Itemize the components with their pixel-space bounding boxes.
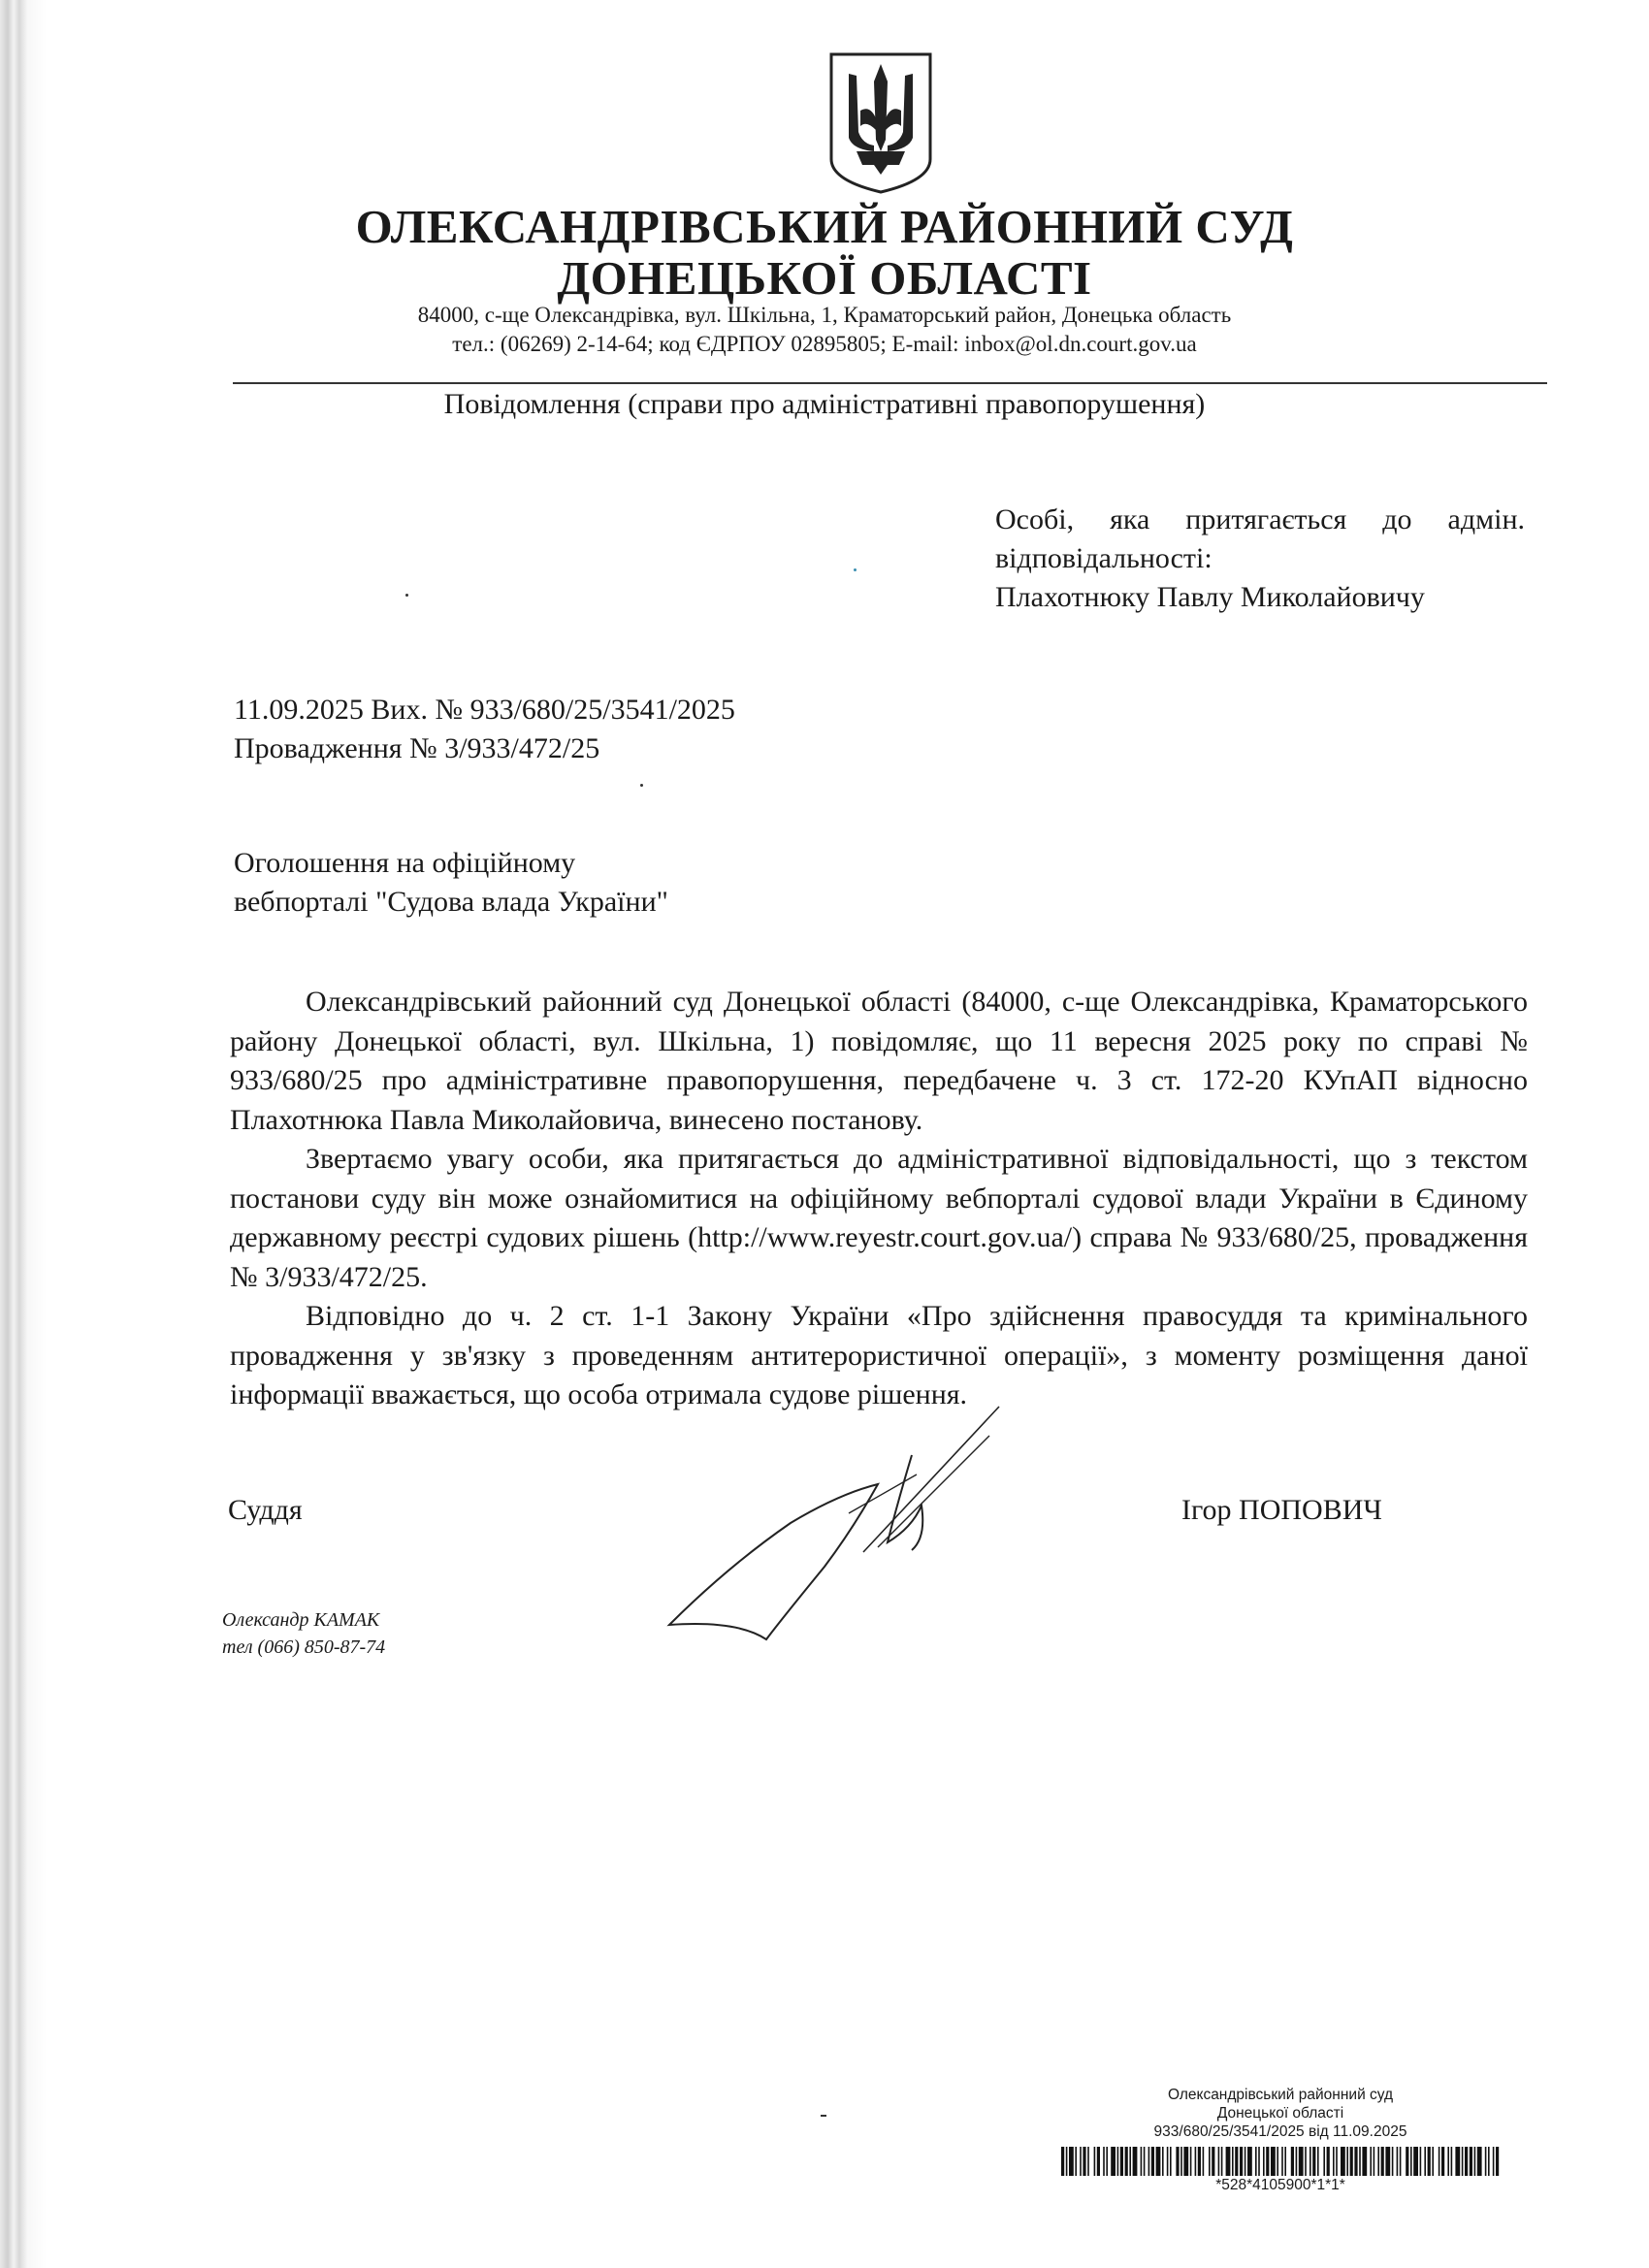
barcode-bar (1133, 2147, 1138, 2176)
barcode-bar (1439, 2147, 1440, 2176)
barcode-bar (1129, 2147, 1131, 2176)
stamp-reference: 933/680/25/3541/2025 від 11.09.2025 (1153, 2123, 1407, 2140)
barcode-bar (1333, 2147, 1335, 2176)
notice-body (230, 983, 1528, 1415)
judge-signature (621, 1397, 1009, 1649)
barcode-bar (1493, 2147, 1495, 2176)
barcode-bar (1245, 2147, 1246, 2176)
barcode-bar (1336, 2147, 1338, 2176)
barcode-bar (1424, 2147, 1426, 2176)
barcode-bar (1180, 2147, 1182, 2176)
barcode-bar (1374, 2147, 1375, 2176)
barcode-bar (1271, 2147, 1276, 2176)
barcode-bar (1299, 2147, 1304, 2176)
barcode-bar (1176, 2147, 1179, 2176)
stamp-court-line2: Донецької області (1216, 2105, 1344, 2122)
barcode-bar (1258, 2147, 1260, 2176)
court-contacts: тел.: (06269) 2-14-64; код ЄДРПОУ 02895805; E-mail: inbox@ol.dn.court.gov.ua (452, 332, 1197, 356)
barcode-bar (1470, 2147, 1472, 2176)
barcode-bar (1167, 2147, 1169, 2176)
scan-speck (405, 594, 408, 597)
executor-block (222, 1606, 385, 1661)
barcode-bar (1350, 2147, 1353, 2176)
recipient-block (995, 501, 1525, 617)
barcode-bar (1183, 2147, 1188, 2176)
barcode-bar (1190, 2147, 1192, 2176)
barcode-bar (1359, 2147, 1361, 2176)
barcode-bar (1120, 2147, 1123, 2176)
barcode-bar (1106, 2147, 1108, 2176)
barcode-bar (1263, 2147, 1265, 2176)
announcement-line1: Оголошення на офіційному (234, 847, 576, 879)
barcode-bar (1381, 2147, 1384, 2176)
barcode-bar (1474, 2147, 1476, 2176)
barcode-bar (1218, 2147, 1220, 2176)
barcode-bar (1212, 2147, 1214, 2176)
barcode-bar (1341, 2147, 1345, 2176)
barcode-bar (1080, 2147, 1082, 2176)
barcode-bar (1277, 2147, 1278, 2176)
barcode-bar (1198, 2147, 1201, 2176)
barcode-bar (1094, 2147, 1096, 2176)
barcode-bar (1392, 2147, 1394, 2176)
body-paragraph: Звертаємо увагу особи, яка притягається до адміністративної відповідальності, що з текстом постанови суду він може ознайомитися на офіційному вебпорталі судової влади України в Єдиному державному реєстрі судових рішень (http://www.reyestr.court.gov.ua/) справа № 933/680/25, провадження № 3/933/472/25. (230, 1143, 1528, 1293)
barcode-bar (1221, 2147, 1223, 2176)
barcode-bar (1247, 2147, 1252, 2176)
barcode-bar (1266, 2147, 1269, 2176)
barcode-bar (1156, 2147, 1161, 2176)
notice-title: Повідомлення (справи про адміністративні правопорушення) (443, 388, 1206, 420)
barcode-bar (1327, 2147, 1330, 2176)
barcode (1061, 2147, 1500, 2176)
barcode-bar (1447, 2147, 1449, 2176)
barcode-bar (1488, 2147, 1490, 2176)
barcode-bar (1097, 2147, 1100, 2176)
court-name-line2: ДОНЕЦЬКОЇ ОБЛАСТІ (557, 251, 1092, 305)
recipient-line1: Особі, яка притягається до адмін. (995, 503, 1525, 535)
barcode-bar (1455, 2147, 1460, 2176)
barcode-bar (1397, 2147, 1399, 2176)
barcode-bar (1362, 2147, 1367, 2176)
body-paragraph: Олександрівський районний суд Донецької області (84000, с-ще Олександрівка, Краматорського району Донецької області, вул. Шкільна, 1) повідомляє, що 11 вересня 2025 року по справі № 933/680/25 про адміністративне правопорушення, передбачене ч. 3 ст. 172-20 КУпАП відносно Плахотнюка Павла Миколайовича, винесено постанову. (230, 986, 1528, 1136)
barcode-bar (1240, 2147, 1243, 2176)
barcode-bar (1203, 2147, 1205, 2176)
proceeding-number: Провадження № 3/933/472/25 (234, 732, 600, 764)
barcode-bar (1087, 2147, 1089, 2176)
scan-speck (821, 2115, 826, 2117)
barcode-bar (1428, 2147, 1431, 2176)
scan-speck (854, 568, 857, 571)
barcode-bar (1296, 2147, 1298, 2176)
barcode-bar (1310, 2147, 1311, 2176)
barcode-bar (1125, 2147, 1128, 2176)
court-address: 84000, с-ще Олександрівка, вул. Шкільна, 1, Краматорський район, Донецька область (417, 303, 1232, 327)
barcode-bar (1075, 2147, 1077, 2176)
barcode-bar (1255, 2147, 1257, 2176)
barcode-bar (1232, 2147, 1234, 2176)
outgoing-number: 11.09.2025 Вих. № 933/680/25/3541/2025 (234, 694, 735, 726)
barcode-bar (1061, 2147, 1064, 2176)
barcode-bar (1291, 2147, 1294, 2176)
recipient-line2: відповідальності: (995, 542, 1212, 574)
barcode-number: *528*4105900*1*1* (1215, 2177, 1345, 2193)
barcode-bar (1141, 2147, 1143, 2176)
barcode-bar (1284, 2147, 1286, 2176)
barcode-bar (1195, 2147, 1197, 2176)
judge-title: Суддя (228, 1494, 303, 1526)
barcode-bar (1432, 2147, 1434, 2176)
barcode-bar (1312, 2147, 1315, 2176)
barcode-bar (1103, 2147, 1105, 2176)
barcode-bar (1111, 2147, 1116, 2176)
barcode-bar (1496, 2147, 1499, 2176)
announcement-line2: вебпорталі "Судова влада України" (234, 886, 668, 918)
scan-speck (640, 784, 643, 787)
barcode-bar (1420, 2147, 1422, 2176)
judge-name: Ігор ПОПОВИЧ (1181, 1494, 1382, 1526)
court-name-line1: ОЛЕКСАНДРІВСЬКИЙ РАЙОННИЙ СУД (355, 200, 1294, 253)
barcode-bar (1148, 2147, 1150, 2176)
barcode-bar (1144, 2147, 1146, 2176)
registry-stamp (1057, 2086, 1504, 2141)
barcode-bar (1281, 2147, 1283, 2176)
barcode-bar (1083, 2147, 1085, 2176)
barcode-bar (1370, 2147, 1372, 2176)
barcode-bar (1451, 2147, 1453, 2176)
tryzub-icon (827, 50, 934, 196)
executor-name: Олександр КАМАК (222, 1609, 380, 1631)
barcode-bar (1485, 2147, 1487, 2176)
barcode-bar (1385, 2147, 1390, 2176)
barcode-bar (1069, 2147, 1074, 2176)
barcode-bar (1377, 2147, 1379, 2176)
barcode-bar (1410, 2147, 1412, 2176)
body-paragraph: Відповідно до ч. 2 ст. 1-1 Закону України «Про здійснення правосуддя та кримінального провадження у зв'язку з проведенням антитерористичної операції», з моменту розміщення даної інформації вважається, що особа отримала судове рішення. (230, 1300, 1528, 1410)
barcode-bar (1305, 2147, 1307, 2176)
barcode-bar (1465, 2147, 1468, 2176)
barcode-bar (1477, 2147, 1482, 2176)
executor-phone: тел (066) 850-87-74 (222, 1636, 386, 1658)
barcode-bar (1413, 2147, 1418, 2176)
barcode-bar (1462, 2147, 1464, 2176)
barcode-bar (1354, 2147, 1357, 2176)
barcode-bar (1170, 2147, 1172, 2176)
recipient-name: Плахотнюку Павлу Миколайовичу (995, 581, 1425, 613)
barcode-bar (1209, 2147, 1211, 2176)
barcode-bar (1400, 2147, 1402, 2176)
barcode-bar (1441, 2147, 1444, 2176)
barcode-bar (1066, 2147, 1068, 2176)
barcode-bar (1346, 2147, 1348, 2176)
barcode-bar (1317, 2147, 1319, 2176)
stamp-court-line1: Олександрівський районний суд (1167, 2087, 1394, 2103)
header-divider (233, 382, 1547, 384)
barcode-bar (1226, 2147, 1231, 2176)
barcode-bar (1323, 2147, 1325, 2176)
barcode-bar (1162, 2147, 1164, 2176)
barcode-bar (1406, 2147, 1408, 2176)
barcode-bar (1235, 2147, 1238, 2176)
barcode-bar (1151, 2147, 1154, 2176)
barcode-bar (1117, 2147, 1119, 2176)
